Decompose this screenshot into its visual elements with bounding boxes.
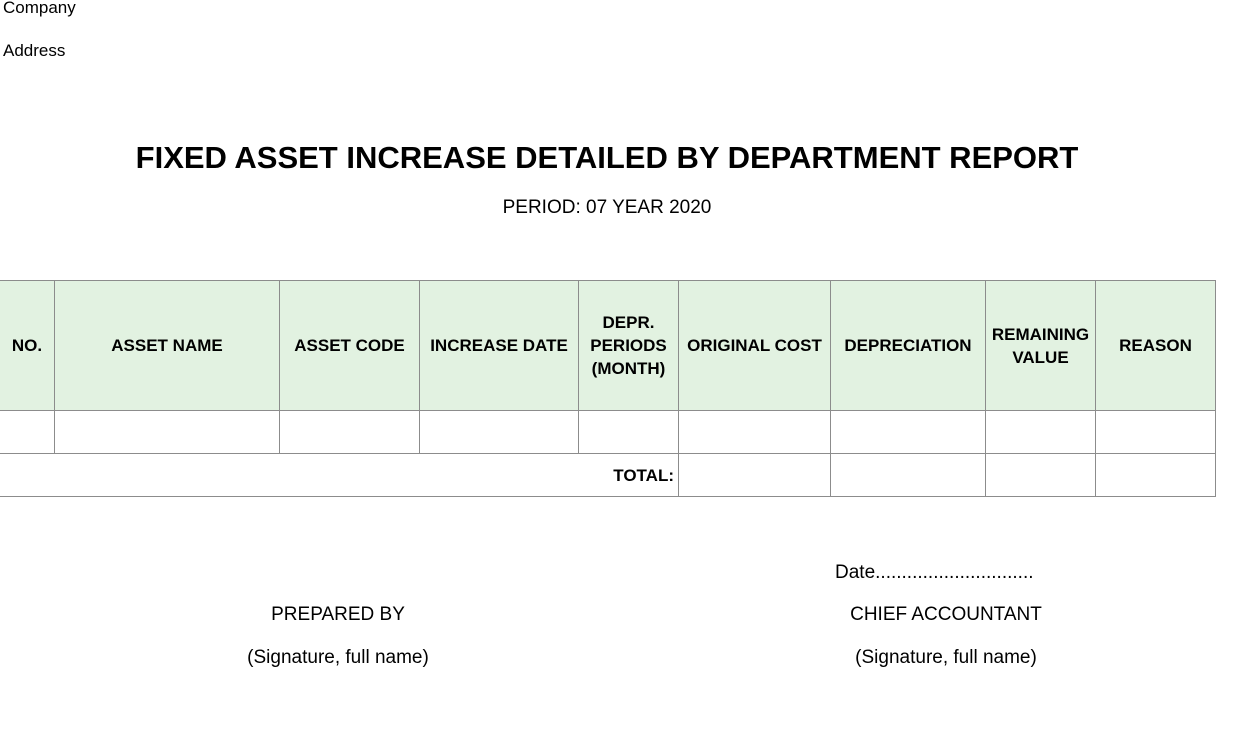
table-cell[interactable] (280, 411, 420, 454)
table-cell[interactable] (1096, 411, 1216, 454)
chief-accountant-note: (Signature, full name) (855, 647, 1037, 668)
col-header-reason: REASON (1096, 281, 1216, 411)
address-label: Address (3, 41, 66, 60)
table-cell[interactable] (55, 411, 280, 454)
col-header-original-cost: ORIGINAL COST (679, 281, 831, 411)
table-cell[interactable] (579, 411, 679, 454)
total-reason[interactable] (1096, 454, 1216, 497)
table-cell[interactable] (0, 411, 55, 454)
table-header-row (0, 281, 1216, 411)
total-remaining-value[interactable] (986, 454, 1096, 497)
prepared-by-label: PREPARED BY (271, 604, 405, 625)
col-header-no: NO. (0, 281, 55, 411)
col-header-increase-date: INCREASE DATE (420, 281, 579, 411)
total-label: TOTAL: (0, 454, 679, 497)
col-header-depr-periods: DEPR. PERIODS (MONTH) (579, 281, 679, 411)
total-row (0, 454, 1216, 497)
signature-date: Date.............................. (835, 562, 1034, 583)
table-row (0, 411, 1216, 454)
report-title: FIXED ASSET INCREASE DETAILED BY DEPARTMENT REPORT (135, 140, 1079, 175)
total-depreciation[interactable] (831, 454, 986, 497)
table-cell[interactable] (420, 411, 579, 454)
col-header-asset-name: ASSET NAME (55, 281, 280, 411)
asset-table (0, 280, 1216, 497)
chief-accountant-label: CHIEF ACCOUNTANT (850, 604, 1042, 625)
table-cell[interactable] (831, 411, 986, 454)
report-period: PERIOD: 07 YEAR 2020 (502, 197, 712, 218)
col-header-depreciation: DEPRECIATION (831, 281, 986, 411)
company-label: Company (3, 0, 76, 17)
total-original-cost[interactable] (679, 454, 831, 497)
table-cell[interactable] (679, 411, 831, 454)
prepared-by-note: (Signature, full name) (247, 647, 429, 668)
col-header-asset-code: ASSET CODE (280, 281, 420, 411)
table-cell[interactable] (986, 411, 1096, 454)
col-header-remaining-value: REMAINING VALUE (986, 281, 1096, 411)
